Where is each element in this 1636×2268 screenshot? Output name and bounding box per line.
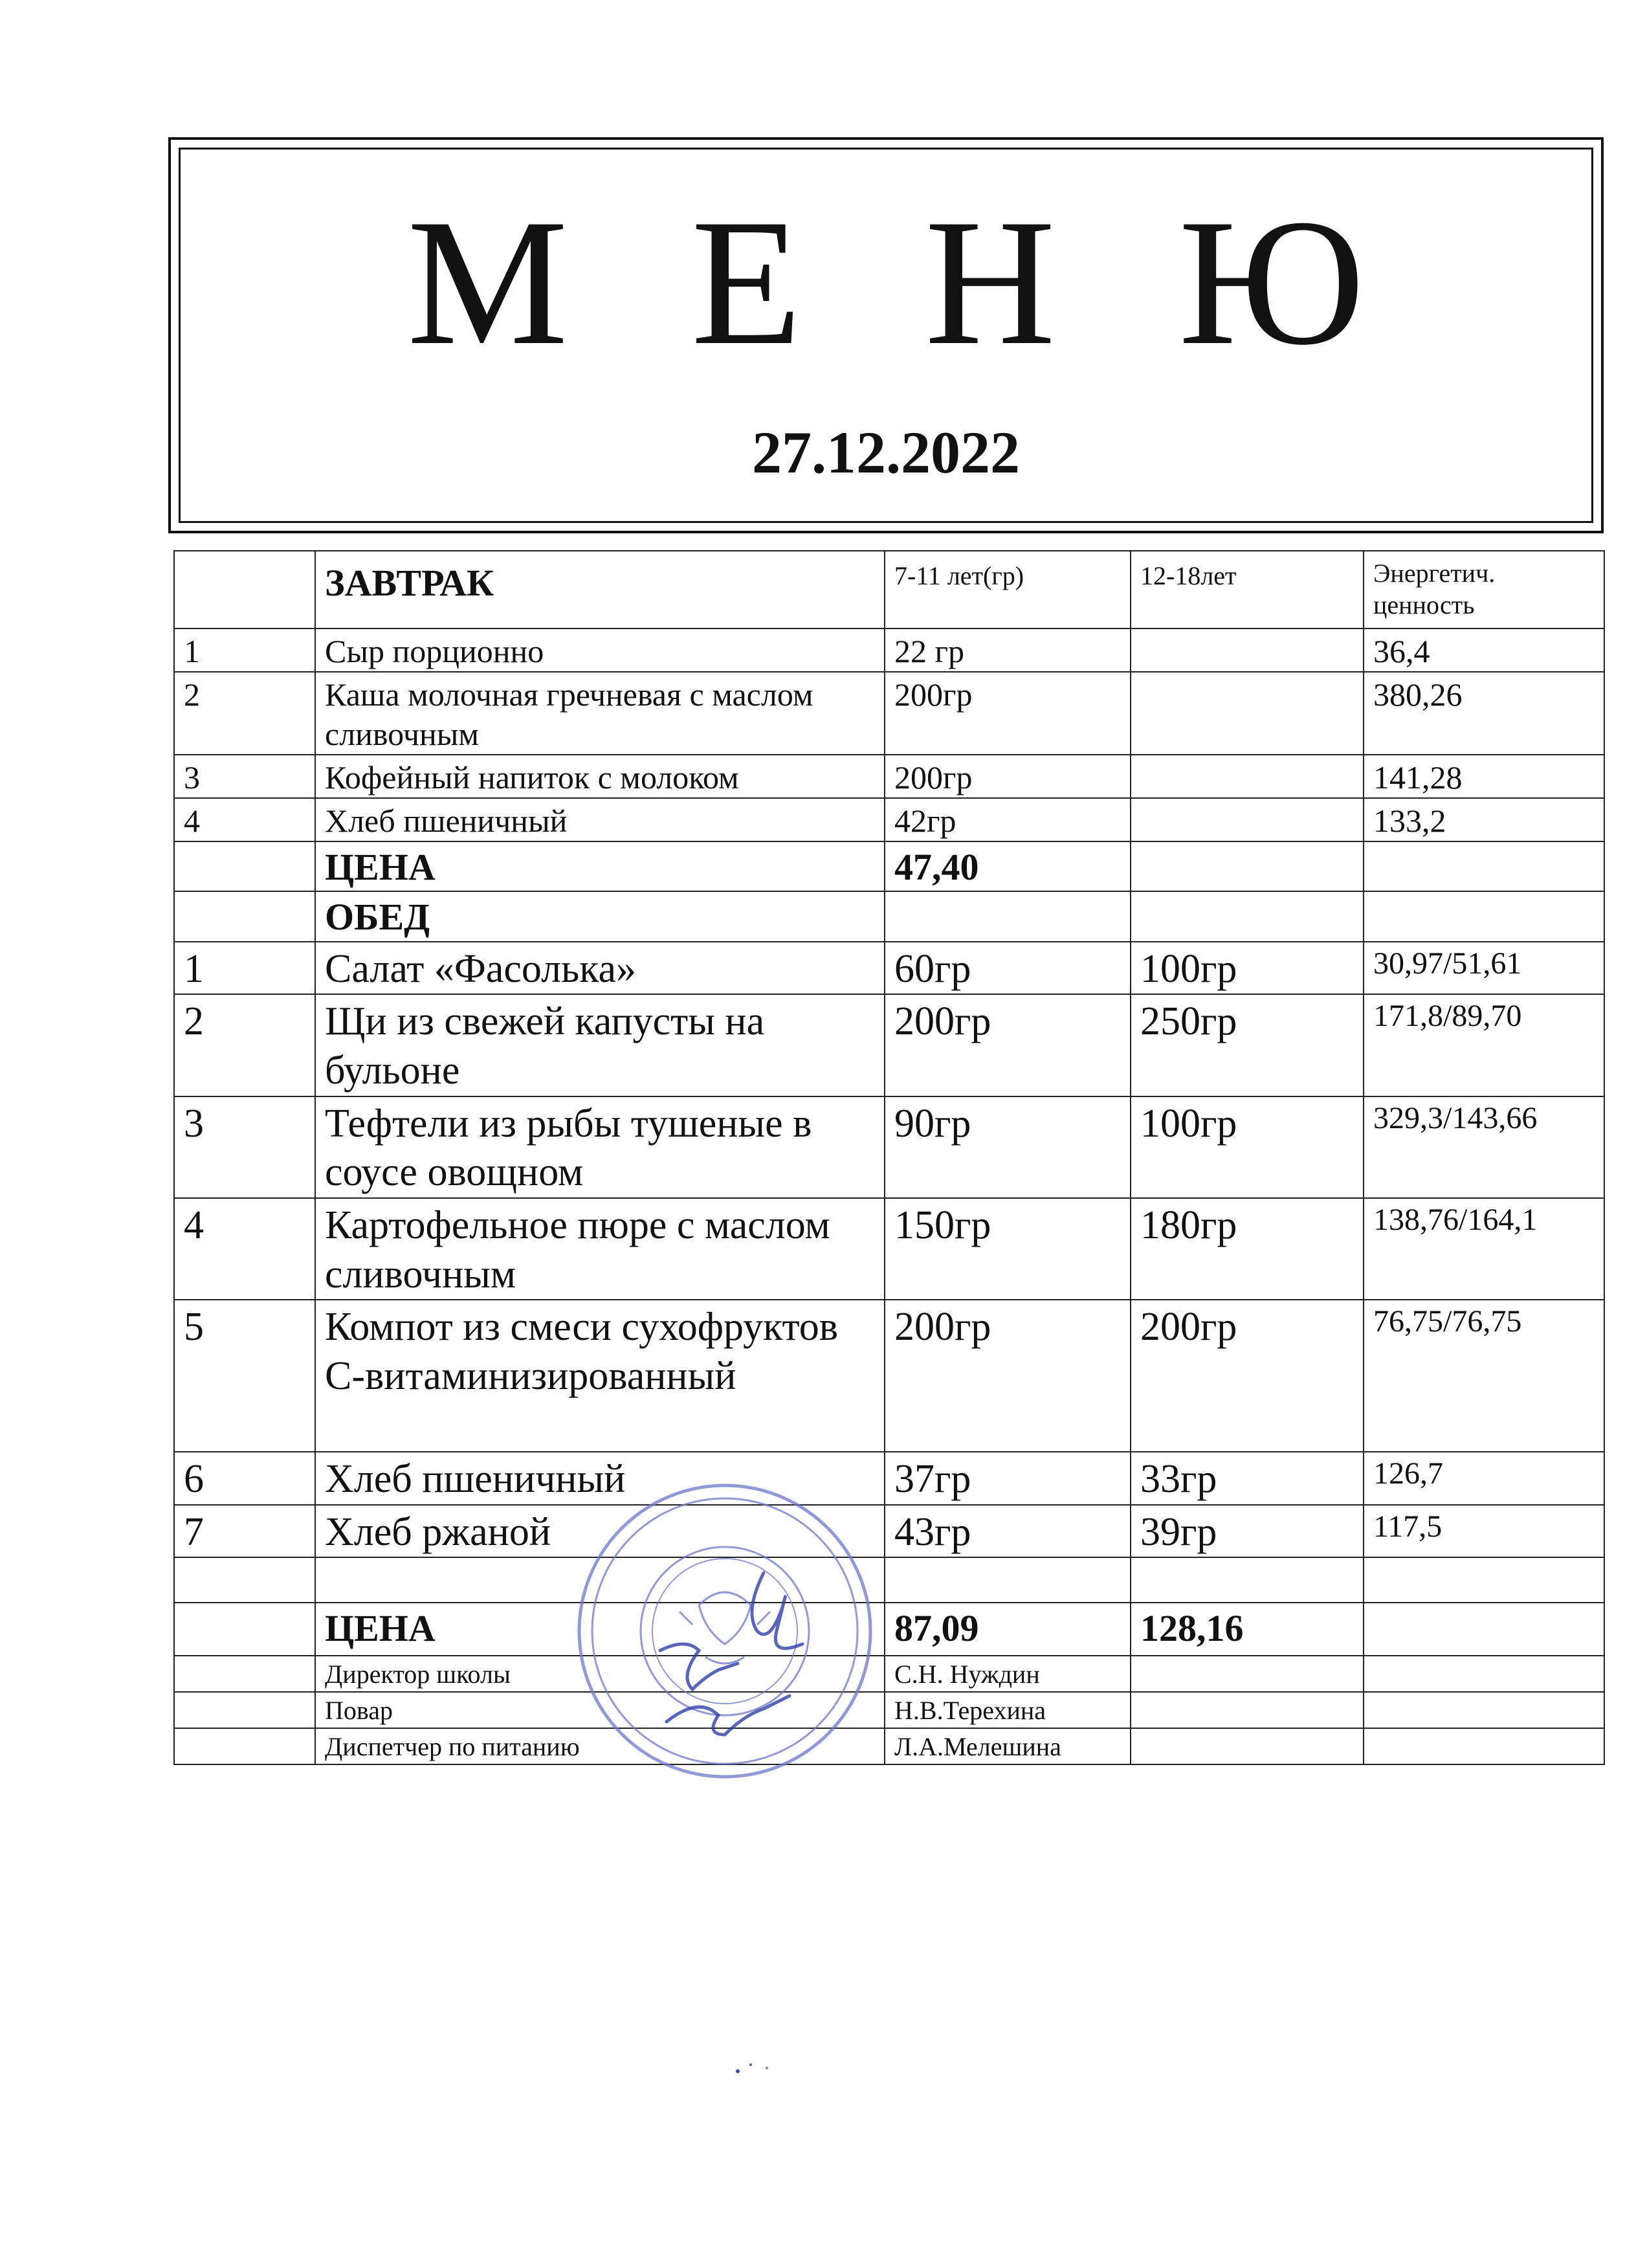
portion-7-11: 60гр — [885, 942, 1131, 995]
cell-empty — [174, 841, 315, 891]
portion-12-18: 100гр — [1131, 942, 1364, 995]
portion-12-18: 33гр — [1131, 1452, 1364, 1505]
table-row — [174, 1300, 1604, 1452]
portion-12-18: 39гр — [1131, 1505, 1364, 1558]
cell-empty — [174, 1728, 315, 1764]
portion-7-11: 200гр — [885, 755, 1131, 798]
row-number: 4 — [174, 1198, 315, 1300]
menu-table — [173, 550, 1605, 1765]
cell-empty — [1131, 891, 1364, 942]
price-label: ЦЕНА — [315, 841, 885, 891]
school-stamp-icon — [569, 1476, 880, 1786]
cell-empty — [1364, 1603, 1604, 1656]
cell-empty — [174, 1603, 315, 1656]
header-frame — [168, 137, 1604, 533]
cell-empty — [1131, 841, 1364, 891]
dish-name: Тефтели из рыбы тушеные в соусе овощном — [315, 1096, 885, 1198]
row-number: 6 — [174, 1452, 315, 1505]
cell-empty — [1364, 1557, 1604, 1603]
signature-name: Л.А.Мелешина — [885, 1728, 1131, 1764]
cell-empty — [174, 1557, 315, 1603]
signature-role: Повар — [315, 1692, 885, 1728]
column-energy — [1364, 551, 1604, 628]
row-number: 5 — [174, 1300, 315, 1452]
energy-value: 138,76/164,1 — [1364, 1198, 1604, 1300]
table-row — [174, 1198, 1604, 1300]
row-number: 3 — [174, 1096, 315, 1198]
energy-value: 133,2 — [1364, 798, 1604, 841]
cell-empty — [1364, 1692, 1604, 1728]
empty-row — [174, 1557, 1604, 1603]
cell-empty — [1131, 1656, 1364, 1692]
column-age-7-11: 7-11 лет(гр) — [885, 551, 1131, 628]
portion-7-11: 90гр — [885, 1096, 1131, 1198]
table-row — [174, 672, 1604, 755]
table-header-row — [174, 551, 1604, 628]
dish-name: Щи из свежей капусты на бульоне — [315, 994, 885, 1096]
signature-name: Н.В.Терехина — [885, 1692, 1131, 1728]
dish-name: Картофельное пюре с маслом сливочным — [315, 1198, 885, 1300]
portion-7-11: 200гр — [885, 994, 1131, 1096]
table-row — [174, 1096, 1604, 1198]
row-number: 3 — [174, 755, 315, 798]
portion-7-11: 37гр — [885, 1452, 1131, 1505]
cell-empty — [174, 551, 315, 628]
table-row — [174, 628, 1604, 672]
menu-date: 27.12.2022 — [752, 419, 1020, 485]
signature-row — [174, 1656, 1604, 1692]
menu-title: М Е Н Ю — [407, 181, 1404, 383]
dish-name: Салат «Фасолька» — [315, 942, 885, 995]
price-12-18: 128,16 — [1131, 1603, 1364, 1656]
signature-role: Диспетчер по питанию — [315, 1728, 885, 1764]
column-energy-line2: ценность — [1373, 590, 1475, 619]
energy-value: 30,97/51,61 — [1364, 942, 1604, 995]
portion-12-18: 180гр — [1131, 1198, 1364, 1300]
row-number: 1 — [174, 628, 315, 672]
cell-empty — [1364, 1656, 1604, 1692]
lunch-heading-row — [174, 891, 1604, 942]
portion-7-11: 22 гр — [885, 628, 1131, 672]
table-row — [174, 798, 1604, 841]
table-row — [174, 994, 1604, 1096]
cell-empty — [1364, 1728, 1604, 1764]
energy-value: 380,26 — [1364, 672, 1604, 755]
cell-empty — [1131, 1728, 1364, 1764]
dish-name: Хлеб пшеничный — [315, 798, 885, 841]
portion-7-11: 42гр — [885, 798, 1131, 841]
price-7-11: 47,40 — [885, 841, 1131, 891]
cell-empty — [1364, 891, 1604, 942]
signature-row — [174, 1692, 1604, 1728]
cell-empty — [1364, 841, 1604, 891]
column-age-12-18: 12-18лет — [1131, 551, 1364, 628]
scan-speck-icon — [731, 2058, 783, 2084]
energy-value: 126,7 — [1364, 1452, 1604, 1505]
row-number: 1 — [174, 942, 315, 995]
price-label: ЦЕНА — [315, 1603, 885, 1656]
cell-empty — [1131, 1692, 1364, 1728]
cell-empty — [885, 1557, 1131, 1603]
column-energy-line1: Энергетич. — [1373, 559, 1496, 588]
dish-name: Компот из смеси сухофруктов С-витаминизированный — [315, 1300, 885, 1452]
portion-12-18 — [1131, 672, 1364, 755]
portion-12-18: 250гр — [1131, 994, 1364, 1096]
table-row — [174, 942, 1604, 995]
row-number: 4 — [174, 798, 315, 841]
cell-empty — [174, 1692, 315, 1728]
dish-name: Кофейный напиток с молоком — [315, 755, 885, 798]
energy-value: 329,3/143,66 — [1364, 1096, 1604, 1198]
portion-7-11: 200гр — [885, 1300, 1131, 1452]
cell-empty — [1131, 1557, 1364, 1603]
portion-12-18 — [1131, 798, 1364, 841]
row-number: 7 — [174, 1505, 315, 1558]
portion-7-11: 150гр — [885, 1198, 1131, 1300]
dish-name: Каша молочная гречневая с маслом сливочным — [315, 672, 885, 755]
table-row — [174, 1505, 1604, 1558]
breakfast-heading: ЗАВТРАК — [315, 551, 885, 628]
dish-name: Хлеб пшеничный — [315, 1452, 885, 1505]
cell-empty — [174, 891, 315, 942]
signature-row — [174, 1728, 1604, 1764]
signature-role: Директор школы — [315, 1656, 885, 1692]
table-row — [174, 1452, 1604, 1505]
breakfast-price-row — [174, 841, 1604, 891]
dish-name: Хлеб ржаной — [315, 1505, 885, 1558]
signature-name: С.Н. Нуждин — [885, 1656, 1131, 1692]
table-row — [174, 755, 1604, 798]
lunch-price-row — [174, 1603, 1604, 1656]
portion-12-18: 100гр — [1131, 1096, 1364, 1198]
row-number: 2 — [174, 994, 315, 1096]
portion-12-18 — [1131, 628, 1364, 672]
energy-value: 171,8/89,70 — [1364, 994, 1604, 1096]
row-number: 2 — [174, 672, 315, 755]
portion-7-11: 43гр — [885, 1505, 1131, 1558]
energy-value: 141,28 — [1364, 755, 1604, 798]
portion-12-18 — [1131, 755, 1364, 798]
price-7-11: 87,09 — [885, 1603, 1131, 1656]
dish-name: Сыр порционно — [315, 628, 885, 672]
cell-empty — [885, 891, 1131, 942]
cell-empty — [174, 1656, 315, 1692]
energy-value: 76,75/76,75 — [1364, 1300, 1604, 1452]
energy-value: 36,4 — [1364, 628, 1604, 672]
portion-7-11: 200гр — [885, 672, 1131, 755]
energy-value: 117,5 — [1364, 1505, 1604, 1558]
portion-12-18: 200гр — [1131, 1300, 1364, 1452]
lunch-heading: ОБЕД — [315, 891, 885, 942]
